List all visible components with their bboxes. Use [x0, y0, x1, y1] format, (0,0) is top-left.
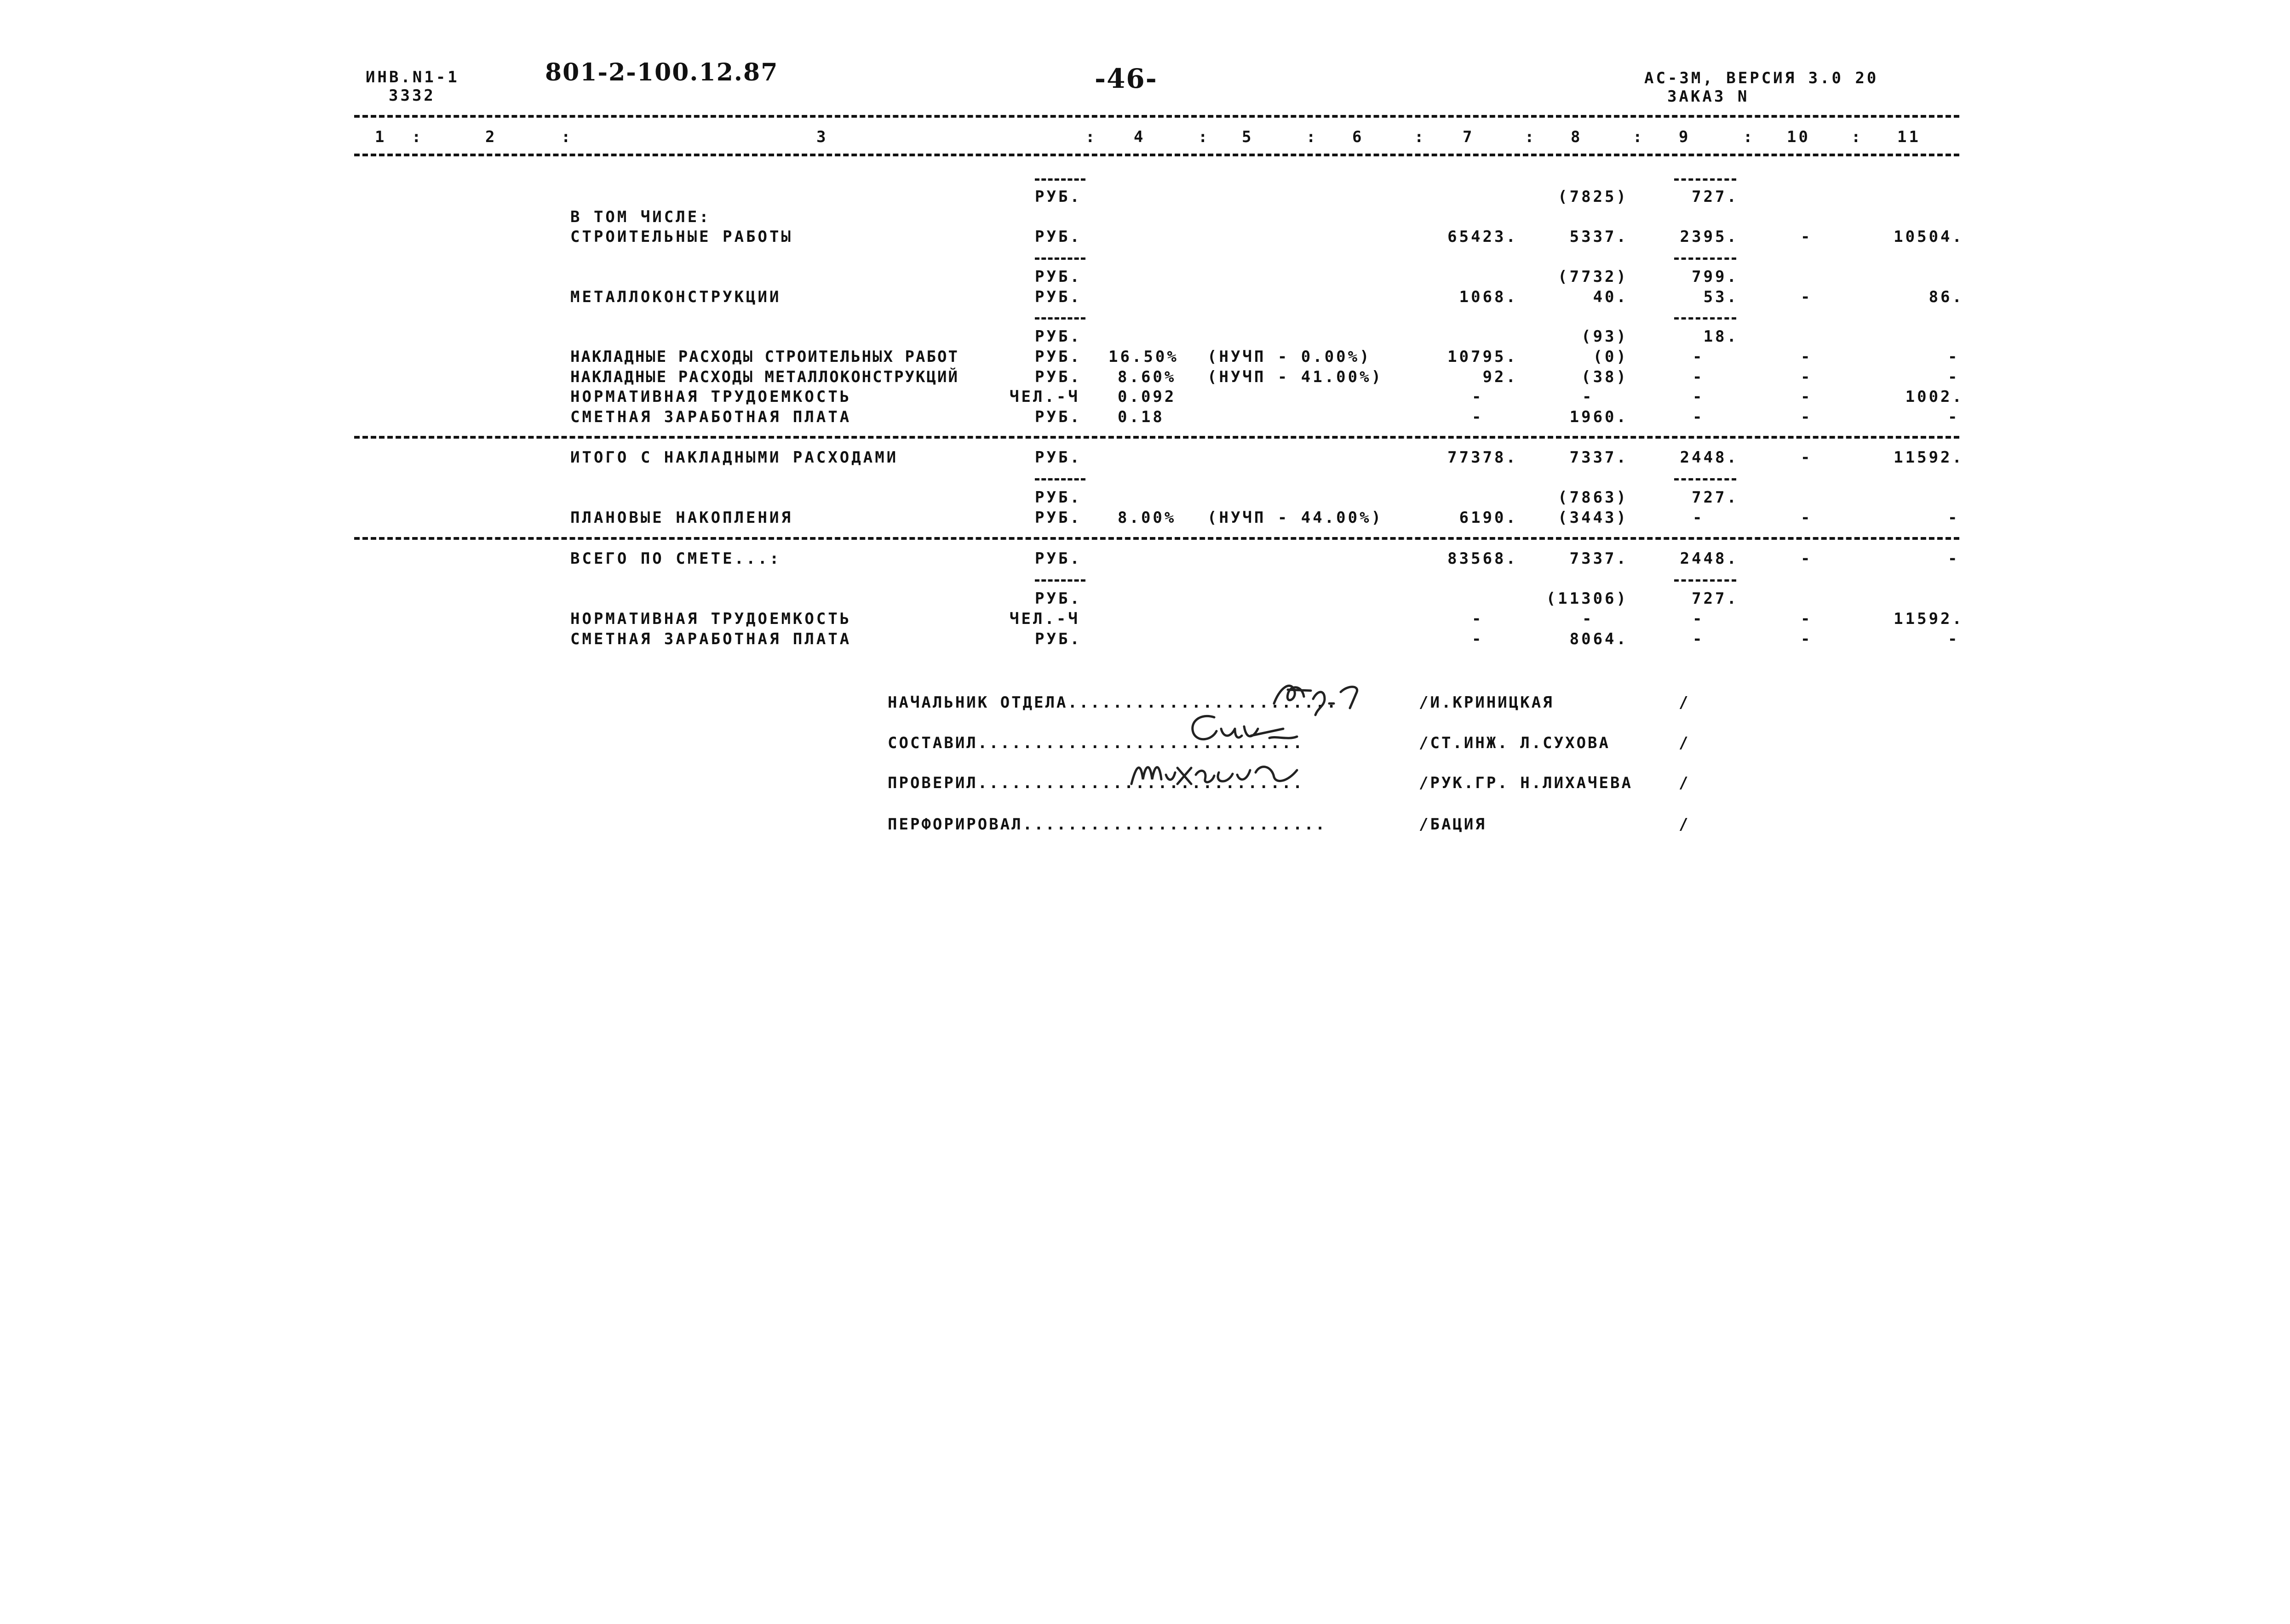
col9-cell: 2448. [1680, 448, 1739, 467]
inventory-code: 3332 [389, 86, 436, 105]
row-label: НАКЛАДНЫЕ РАСХОДЫ МЕТАЛЛОКОНСТРУКЦИЙ [570, 368, 959, 386]
unit-cell: РУБ. [1035, 408, 1082, 426]
unit-cell: РУБ. [1035, 509, 1082, 527]
col8-cell: (93) [1581, 327, 1628, 346]
unit-cell: РУБ. [1035, 288, 1082, 306]
signatory-name: /РУК.ГР. Н.ЛИХАЧЕВА [1419, 774, 1633, 792]
column-3-header: 3 [816, 128, 828, 146]
section-rule [354, 436, 1959, 439]
col8-cell: 5337. [1569, 228, 1628, 246]
column-10-header: 10 [1787, 128, 1810, 146]
signatory-name: /БАЦИЯ [1419, 815, 1486, 834]
row-label: МЕТАЛЛОКОНСТРУКЦИИ [570, 288, 781, 306]
subtotal-dash [1674, 178, 1736, 181]
unit-cell: ЧЕЛ.-Ч [1010, 610, 1080, 628]
unit-cell: РУБ. [1035, 488, 1082, 507]
col4-cell: 0.18 [1118, 408, 1165, 426]
signature-line-puncher: ПЕРФОРИРОВАЛ........................... [888, 815, 1327, 834]
unit-cell: ЧЕЛ.-Ч [1010, 388, 1080, 406]
column-5-header: 5 [1242, 128, 1254, 146]
subtotal-dash [1035, 317, 1085, 320]
subtotal-dash [1035, 178, 1085, 181]
col11-cell: 11592. [1894, 448, 1964, 467]
column-1-header: 1 [375, 128, 387, 146]
subtotal-dash [1674, 478, 1736, 480]
col9-cell: 727. [1692, 488, 1739, 507]
col8-cell: (38) [1581, 368, 1628, 386]
col9-cell: - [1693, 630, 1705, 648]
signature-line-checker: ПРОВЕРИЛ............................. [888, 774, 1304, 792]
column-separator: : [1851, 128, 1863, 146]
column-11-header: 11 [1897, 128, 1921, 146]
column-separator: : [1085, 128, 1097, 146]
subtotal-dash [1035, 257, 1085, 260]
col11-cell: - [1948, 630, 1960, 648]
col11-cell: 10504. [1894, 228, 1964, 246]
signatory-name: /И.КРИНИЦКАЯ [1419, 693, 1554, 712]
unit-cell: РУБ. [1035, 589, 1082, 608]
column-2-header: 2 [485, 128, 497, 146]
inventory-number: ИНВ.N1-1 [366, 68, 459, 86]
col10-cell: - [1801, 288, 1813, 306]
col9-cell: 727. [1692, 589, 1739, 608]
col7-cell: - [1472, 610, 1484, 628]
signature-slash: / [1679, 815, 1691, 834]
unit-cell: РУБ. [1035, 228, 1082, 246]
col9-cell: - [1693, 348, 1705, 366]
col11-cell: 11592. [1894, 610, 1964, 628]
row-label: В ТОМ ЧИСЛЕ: [570, 208, 711, 226]
col7-cell: 10795. [1447, 348, 1518, 366]
col11-cell: 86. [1928, 288, 1964, 306]
col7-cell: 83568. [1447, 549, 1518, 568]
row-label: НОРМАТИВНАЯ ТРУДОЕМКОСТЬ [570, 610, 852, 628]
subtotal-dash [1035, 579, 1085, 582]
col7-cell: 77378. [1447, 448, 1518, 467]
col4-cell: 8.60% [1118, 368, 1177, 386]
row-label: НАКЛАДНЫЕ РАСХОДЫ СТРОИТЕЛЬНЫХ РАБОТ [570, 348, 959, 366]
document-number: 801-2-100.12.87 [545, 58, 779, 86]
signatory-name: /СТ.ИНЖ. Л.СУХОВА [1419, 734, 1610, 752]
col8-cell: - [1582, 610, 1594, 628]
subtotal-dash [1674, 257, 1736, 260]
row-label: ПЛАНОВЫЕ НАКОПЛЕНИЯ [570, 509, 793, 527]
section-rule [354, 537, 1959, 540]
row-label: ВСЕГО ПО СМЕТЕ...: [570, 549, 781, 568]
col9-cell: 727. [1692, 188, 1739, 206]
unit-cell: РУБ. [1035, 188, 1082, 206]
col9-cell: - [1693, 368, 1705, 386]
overhead-rate: (НУЧП - 0.00%) [1207, 348, 1372, 366]
col9-cell: 53. [1703, 288, 1739, 306]
column-7-header: 7 [1463, 128, 1475, 146]
signature-slash: / [1679, 734, 1691, 752]
column-separator: : [1525, 128, 1537, 146]
row-label: СМЕТНАЯ ЗАРАБОТНАЯ ПЛАТА [570, 630, 852, 648]
col7-cell: 6190. [1459, 509, 1518, 527]
col10-cell: - [1801, 408, 1813, 426]
row-label: СМЕТНАЯ ЗАРАБОТНАЯ ПЛАТА [570, 408, 852, 426]
col9-cell: - [1693, 388, 1705, 406]
col11-cell: 1002. [1905, 388, 1964, 406]
col9-cell: 18. [1703, 327, 1739, 346]
col7-cell: 1068. [1459, 288, 1518, 306]
subtotal-dash [1674, 579, 1736, 582]
subtotal-dash [1674, 317, 1736, 320]
col8-cell: (7825) [1558, 188, 1628, 206]
column-8-header: 8 [1571, 128, 1583, 146]
handwritten-signature-checker [1122, 747, 1343, 798]
unit-cell: РУБ. [1035, 549, 1082, 568]
signature-line-head: НАЧАЛЬНИК ОТДЕЛА........................ [888, 693, 1338, 712]
col11-cell: - [1948, 549, 1960, 568]
column-6-header: 6 [1352, 128, 1364, 146]
col11-cell: - [1948, 408, 1960, 426]
signature-line-author: СОСТАВИЛ............................. [888, 734, 1304, 752]
col8-cell: 7337. [1569, 448, 1628, 467]
overhead-rate: (НУЧП - 44.00%) [1207, 509, 1383, 527]
col8-cell: 8064. [1569, 630, 1628, 648]
col4-cell: 8.00% [1118, 509, 1177, 527]
col10-cell: - [1801, 228, 1813, 246]
col7-cell: - [1472, 630, 1484, 648]
col4-cell: 0.092 [1118, 388, 1177, 406]
col9-cell: - [1693, 408, 1705, 426]
header-top-rule [354, 115, 1959, 118]
signature-slash: / [1679, 774, 1691, 792]
unit-cell: РУБ. [1035, 448, 1082, 467]
column-separator: : [412, 128, 424, 146]
header-bottom-rule [354, 154, 1959, 156]
col9-cell: 2395. [1680, 228, 1739, 246]
col9-cell: 799. [1692, 268, 1739, 286]
column-4-header: 4 [1134, 128, 1146, 146]
page-number: -46- [1095, 63, 1158, 94]
col8-cell: 7337. [1569, 549, 1628, 568]
program-version: АС-3М, ВЕРСИЯ 3.0 20 [1644, 69, 1879, 87]
col8-cell: (7732) [1558, 268, 1628, 286]
overhead-rate: (НУЧП - 41.00%) [1207, 368, 1383, 386]
col10-cell: - [1801, 448, 1813, 467]
unit-cell: РУБ. [1035, 348, 1082, 366]
row-label: НОРМАТИВНАЯ ТРУДОЕМКОСТЬ [570, 388, 852, 406]
col7-cell: 65423. [1447, 228, 1518, 246]
col8-cell: - [1582, 388, 1594, 406]
col10-cell: - [1801, 549, 1813, 568]
col11-cell: - [1948, 509, 1960, 527]
col9-cell: 2448. [1680, 549, 1739, 568]
column-separator: : [1633, 128, 1645, 146]
col7-cell: 92. [1482, 368, 1518, 386]
col9-cell: - [1693, 509, 1705, 527]
signature-slash: / [1679, 693, 1691, 712]
col7-cell: - [1472, 408, 1484, 426]
subtotal-dash [1035, 478, 1085, 480]
column-separator: : [561, 128, 573, 146]
col8-cell: 1960. [1569, 408, 1628, 426]
col10-cell: - [1801, 348, 1813, 366]
col11-cell: - [1948, 348, 1960, 366]
column-separator: : [1306, 128, 1318, 146]
column-separator: : [1198, 128, 1210, 146]
col11-cell: - [1948, 368, 1960, 386]
column-9-header: 9 [1679, 128, 1691, 146]
col9-cell: - [1693, 610, 1705, 628]
col8-cell: (3443) [1558, 509, 1628, 527]
col8-cell: (0) [1593, 348, 1628, 366]
col10-cell: - [1801, 509, 1813, 527]
col10-cell: - [1801, 368, 1813, 386]
col4-cell: 16.50% [1108, 348, 1179, 366]
col10-cell: - [1801, 630, 1813, 648]
col8-cell: (7863) [1558, 488, 1628, 507]
column-separator: : [1414, 128, 1426, 146]
col10-cell: - [1801, 388, 1813, 406]
handwritten-signature-author [1177, 703, 1315, 754]
row-label: СТРОИТЕЛЬНЫЕ РАБОТЫ [570, 228, 793, 246]
order-number: ЗАКАЗ N [1667, 87, 1750, 106]
unit-cell: РУБ. [1035, 327, 1082, 346]
unit-cell: РУБ. [1035, 268, 1082, 286]
col8-cell: 40. [1593, 288, 1628, 306]
col10-cell: - [1801, 610, 1813, 628]
row-label: ИТОГО С НАКЛАДНЫМИ РАСХОДАМИ [570, 448, 899, 467]
unit-cell: РУБ. [1035, 630, 1082, 648]
col8-cell: (11306) [1546, 589, 1628, 608]
col7-cell: - [1472, 388, 1484, 406]
column-separator: : [1743, 128, 1755, 146]
unit-cell: РУБ. [1035, 368, 1082, 386]
